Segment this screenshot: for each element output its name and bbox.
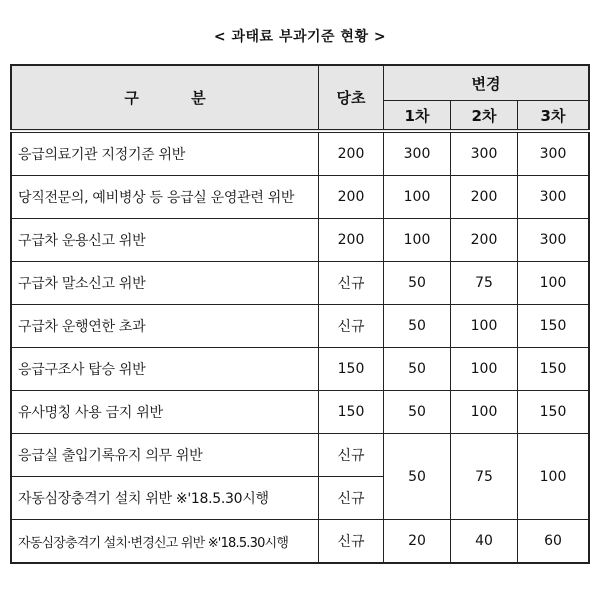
row-original: 200 xyxy=(319,176,384,219)
row-first: 50 xyxy=(384,305,451,348)
row-second: 100 xyxy=(451,348,518,391)
row-second: 100 xyxy=(451,305,518,348)
row-second: 300 xyxy=(451,131,518,176)
header-original: 당초 xyxy=(319,65,384,131)
row-item: 응급의료기관 지정기준 위반 xyxy=(11,131,319,176)
row-item: 구급차 운용신고 위반 xyxy=(11,219,319,262)
row-item: 자동심장충격기 설치·변경신고 위반 ※'18.5.30시행 xyxy=(11,520,319,564)
table-title: < 과태료 부과기준 현황 > xyxy=(213,29,387,45)
row-item: 구급차 운행연한 초과 xyxy=(11,305,319,348)
row-item: 유사명칭 사용 금지 위반 xyxy=(11,391,319,434)
table-row xyxy=(11,219,589,262)
row-second: 200 xyxy=(451,176,518,219)
row-third: 60 xyxy=(518,520,590,564)
row-original: 신규 xyxy=(319,305,384,348)
row-original: 200 xyxy=(319,219,384,262)
row-first: 50 xyxy=(384,434,451,520)
row-third: 150 xyxy=(518,305,590,348)
row-first: 300 xyxy=(384,131,451,176)
row-third: 100 xyxy=(518,434,590,520)
table-row xyxy=(11,262,589,305)
row-third: 300 xyxy=(518,176,590,219)
table-row xyxy=(11,391,589,434)
row-original: 신규 xyxy=(319,262,384,305)
row-second: 40 xyxy=(451,520,518,564)
row-second: 200 xyxy=(451,219,518,262)
row-first: 100 xyxy=(384,176,451,219)
row-first: 20 xyxy=(384,520,451,564)
row-first: 100 xyxy=(384,219,451,262)
row-item: 당직전문의, 예비병상 등 응급실 운영관련 위반 xyxy=(11,176,319,219)
table-row xyxy=(11,176,589,219)
row-third: 300 xyxy=(518,131,590,176)
table-row xyxy=(11,348,589,391)
penalty-table xyxy=(10,64,590,564)
row-first: 50 xyxy=(384,348,451,391)
table-row xyxy=(11,305,589,348)
header-change: 변경 xyxy=(384,65,590,101)
row-third: 300 xyxy=(518,219,590,262)
row-third: 150 xyxy=(518,391,590,434)
row-second: 75 xyxy=(451,434,518,520)
row-original: 150 xyxy=(319,348,384,391)
row-third: 150 xyxy=(518,348,590,391)
row-item: 응급실 출입기록유지 의무 위반 xyxy=(11,434,319,477)
table-row xyxy=(11,434,589,477)
table-row xyxy=(11,520,589,564)
row-second: 100 xyxy=(451,391,518,434)
row-item: 구급차 말소신고 위반 xyxy=(11,262,319,305)
row-item: 자동심장충격기 설치 위반 ※'18.5.30시행 xyxy=(11,477,319,520)
row-original: 150 xyxy=(319,391,384,434)
row-second: 75 xyxy=(451,262,518,305)
header-category: 구 분 xyxy=(11,65,319,131)
row-third: 100 xyxy=(518,262,590,305)
row-original: 신규 xyxy=(319,520,384,564)
table-row xyxy=(11,131,589,176)
row-original: 신규 xyxy=(319,434,384,477)
header-third: 3차 xyxy=(518,101,590,132)
row-first: 50 xyxy=(384,262,451,305)
row-first: 50 xyxy=(384,391,451,434)
row-original: 200 xyxy=(319,131,384,176)
row-original: 신규 xyxy=(319,477,384,520)
header-first: 1차 xyxy=(384,101,451,132)
row-item: 응급구조사 탑승 위반 xyxy=(11,348,319,391)
header-second: 2차 xyxy=(451,101,518,132)
